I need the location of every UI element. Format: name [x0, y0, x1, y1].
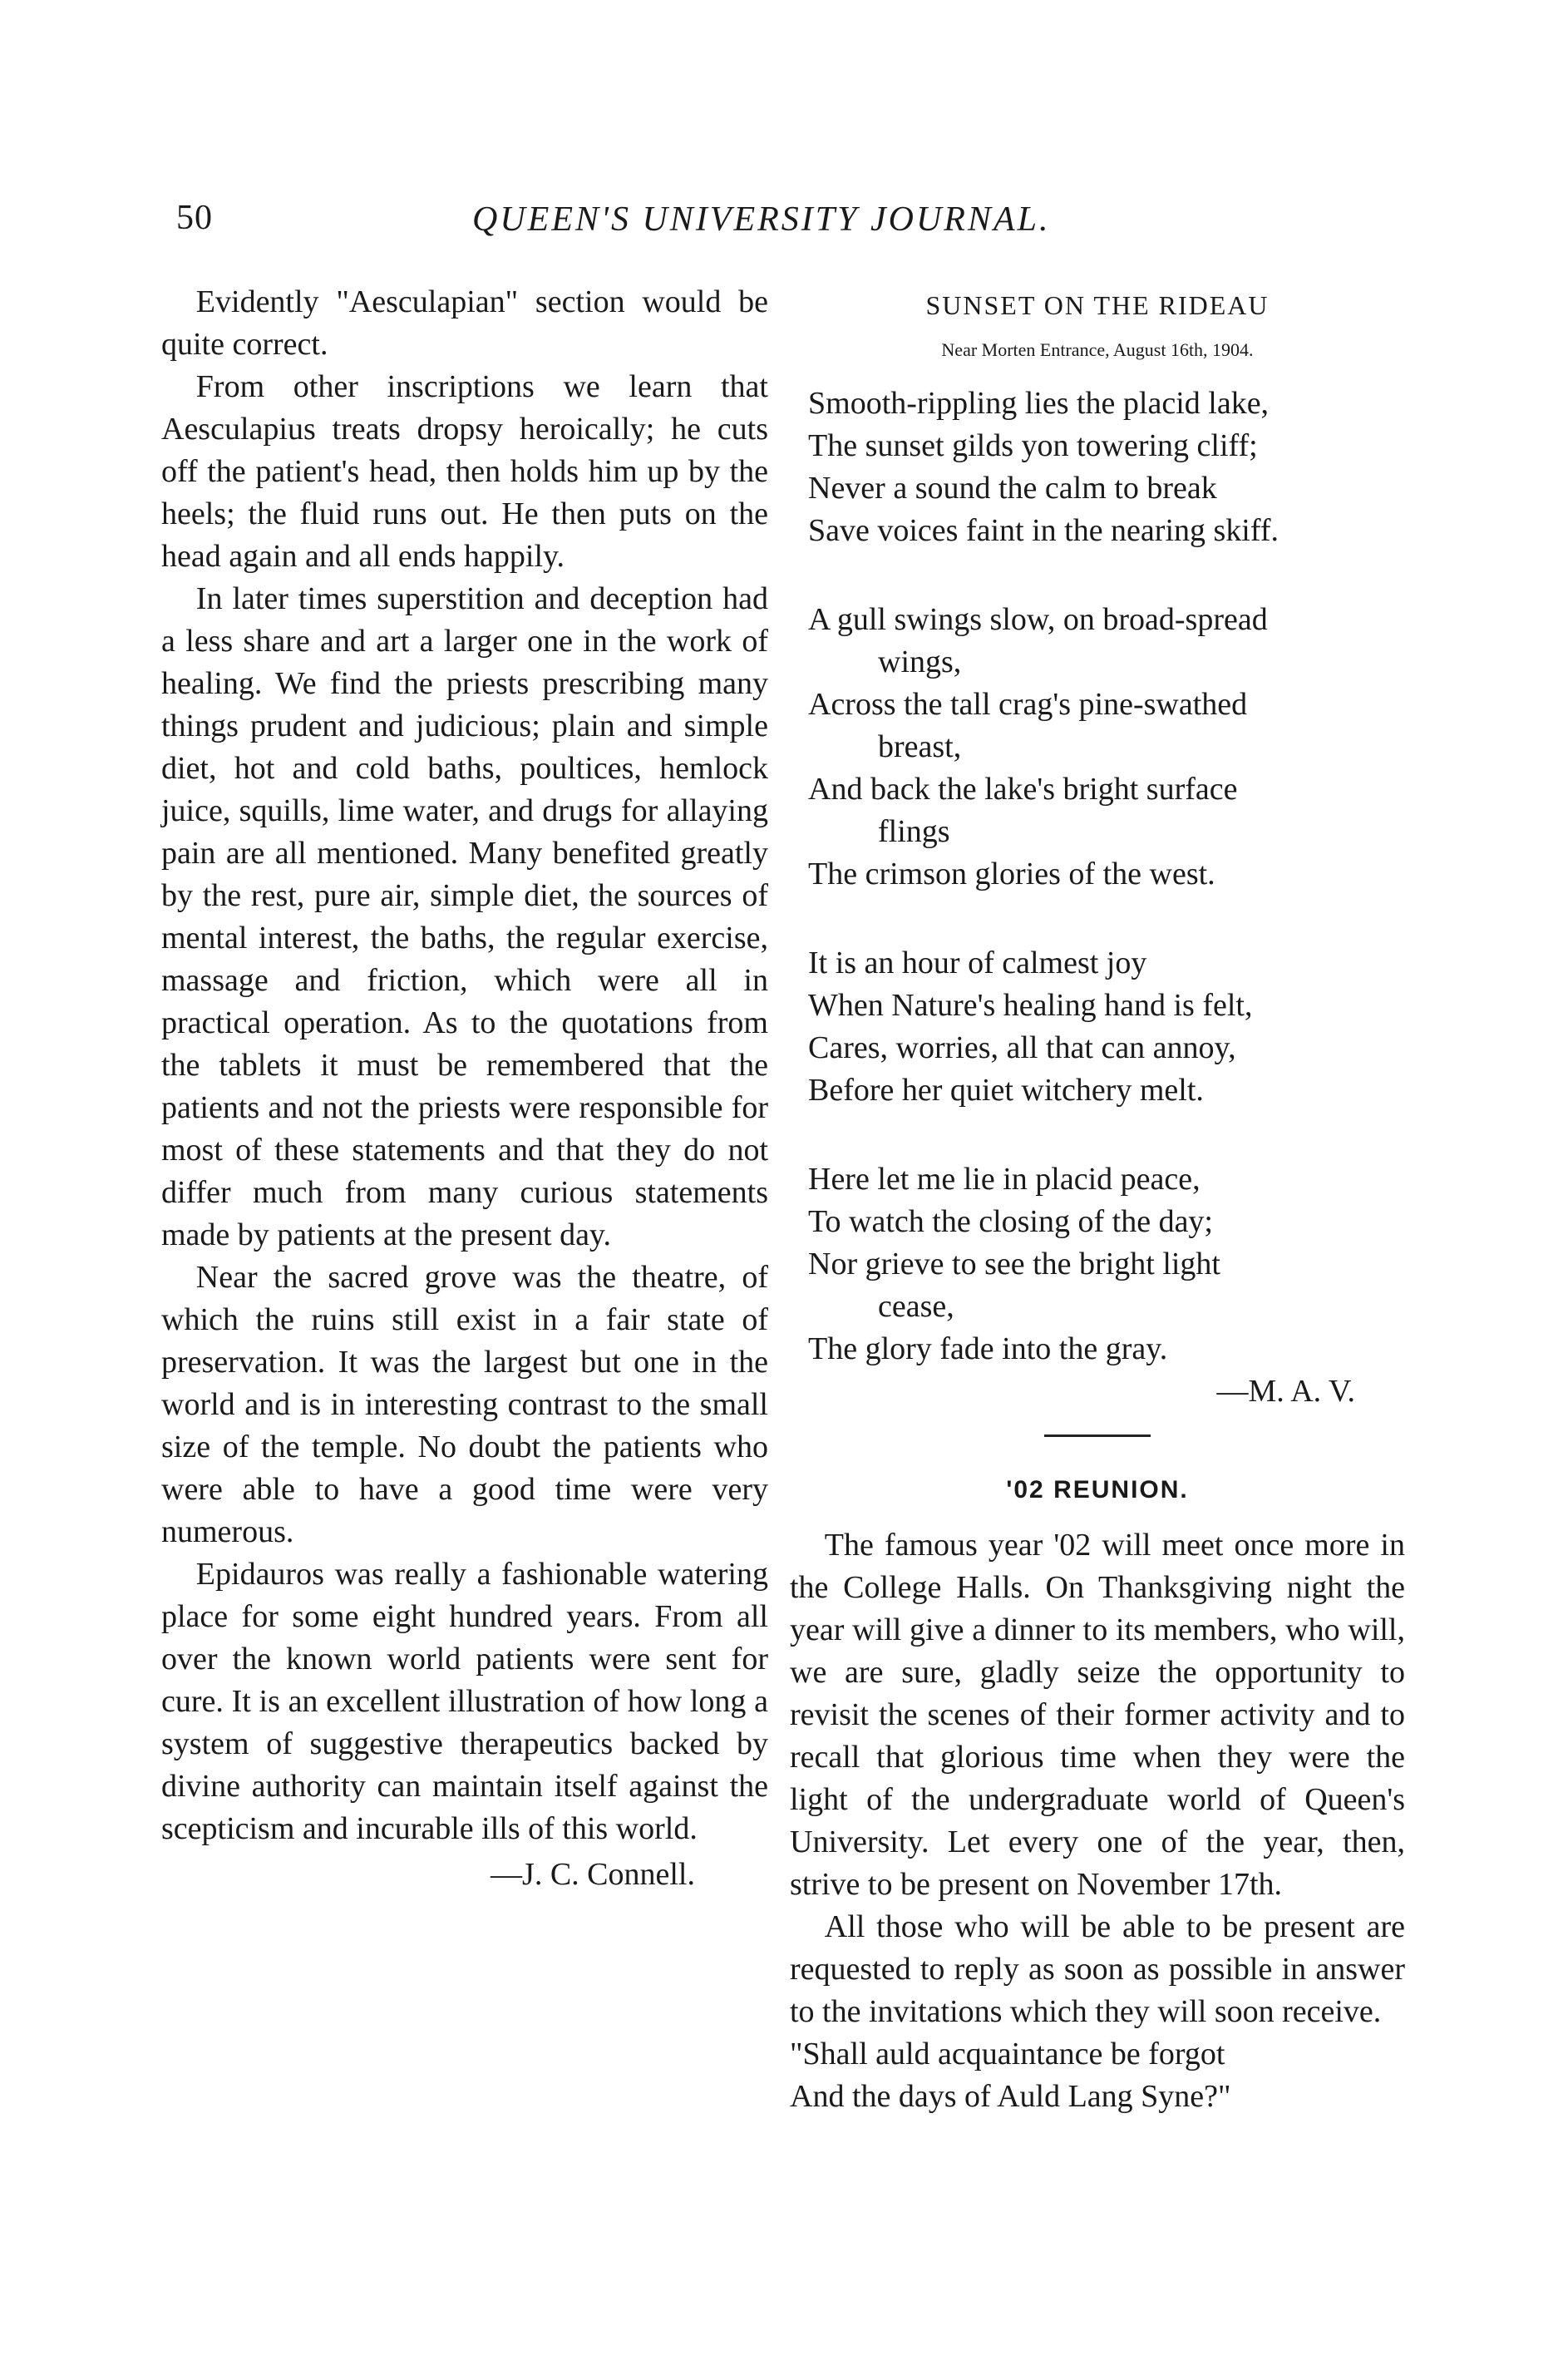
paragraph: Evidently "Aesculapian" section would be quite correct.: [161, 284, 768, 362]
author-signature: —J. C. Connell.: [491, 1857, 695, 1892]
paragraph: From other inscriptions we learn that Aesculapius treats dropsy heroically; he cuts off the patient's head, then holds him up by the heels; the fluid runs out. He then puts on the head again and all ends happily.: [161, 369, 768, 574]
poem-line: The glory fade into the gray.: [808, 1331, 1168, 1366]
poem-stanza: [808, 599, 1405, 896]
paragraph: All those who will be able to be present are requested to reply as soon as possible in answer to the invitations which they will soon receive.: [790, 1909, 1405, 2029]
poem-stanza: [808, 1158, 1405, 1370]
journal-title: QUEEN'S UNIVERSITY JOURNAL.: [472, 200, 1051, 239]
section-title: '02 REUNION.: [1006, 1476, 1189, 1504]
paragraph: In later times superstition and deception had a less share and art a larger one in the work of healing. We find the priests prescribing many things prudent and judicious; plain and simple diet, hot and cold baths, poultices, hemlock juice, squills, lime water, and drugs for allaying pain are all mentioned. Many benefited greatly by the rest, pure air, simple diet, the sources of mental interest, the baths, the regular exercise, massage and friction, which were all in practical operation. As to the quotations from the tablets it must be remembered that the patients and not the priests were responsible for most of these statements and that they do not differ much from many curious statements made by patients at the present day.: [161, 581, 768, 1252]
paragraph: Near the sacred grove was the theatre, of which the ruins still exist in a fair state of preservation. It was the largest but one in the world and is in interesting contrast to the small size of the temple. No doubt the patients who were able to have a good time were very numerous.: [161, 1260, 768, 1549]
paragraph: The famous year '02 will meet once more in the College Halls. On Thanksgiving night the year will give a dinner to its members, who will, we are sure, gladly seize the opportunity to revisit the scenes of their former activity and to recall that glorious time when they were the light of the undergraduate world of Queen's University. Let every one of the year, then, strive to be present on November 17th.: [790, 1528, 1405, 1902]
poem-line: The sunset gilds yon towering cliff;: [808, 428, 1258, 463]
poem-line: Nor grieve to see the bright light cease,: [808, 1247, 1220, 1324]
poem-line: Smooth-rippling lies the placid lake,: [808, 386, 1270, 421]
page-number: 50: [176, 199, 213, 237]
quote-line: "Shall auld acquaintance be forgot: [790, 2037, 1225, 2071]
poem-subtitle: Near Morten Entrance, August 16th, 1904.: [941, 339, 1254, 360]
poem-line: Never a sound the calm to break: [808, 471, 1217, 506]
poem-line: It is an hour of calmest joy: [808, 946, 1147, 980]
poem-stanza: [808, 942, 1405, 1112]
poem-line: And back the lake's bright surface flings: [808, 772, 1238, 849]
left-column: [161, 281, 768, 1896]
poem-line: The crimson glories of the west.: [808, 857, 1215, 891]
poem-line: Save voices faint in the nearing skiff.: [808, 513, 1279, 548]
poem-line: When Nature's healing hand is felt,: [808, 988, 1253, 1023]
poem-line: A gull swings slow, on broad-spread wings,: [808, 602, 1268, 679]
poem-title: SUNSET ON THE RIDEAU: [925, 290, 1270, 320]
poem-line: Across the tall crag's pine-swathed breast,: [808, 687, 1248, 764]
quote-line: And the days of Auld Lang Syne?": [790, 2079, 1231, 2114]
section-divider: [1044, 1434, 1151, 1437]
poem-line: To watch the closing of the day;: [808, 1204, 1213, 1239]
right-column: [790, 281, 1405, 2118]
poem-signature: —M. A. V.: [1216, 1374, 1355, 1409]
paragraph: Epidauros was really a fashionable watering place for some eight hundred years. From all over the known world patients were sent for cure. It is an excellent illustration of how long a system of suggestive therapeutics backed by divine authority can maintain itself against the scepticism and incurable ills of this world.: [161, 1557, 768, 1846]
poem-line: Cares, worries, all that can annoy,: [808, 1030, 1236, 1065]
poem-line: Here let me lie in placid peace,: [808, 1162, 1201, 1197]
poem-stanza: [808, 383, 1405, 552]
poem-line: Before her quiet witchery melt.: [808, 1073, 1204, 1108]
